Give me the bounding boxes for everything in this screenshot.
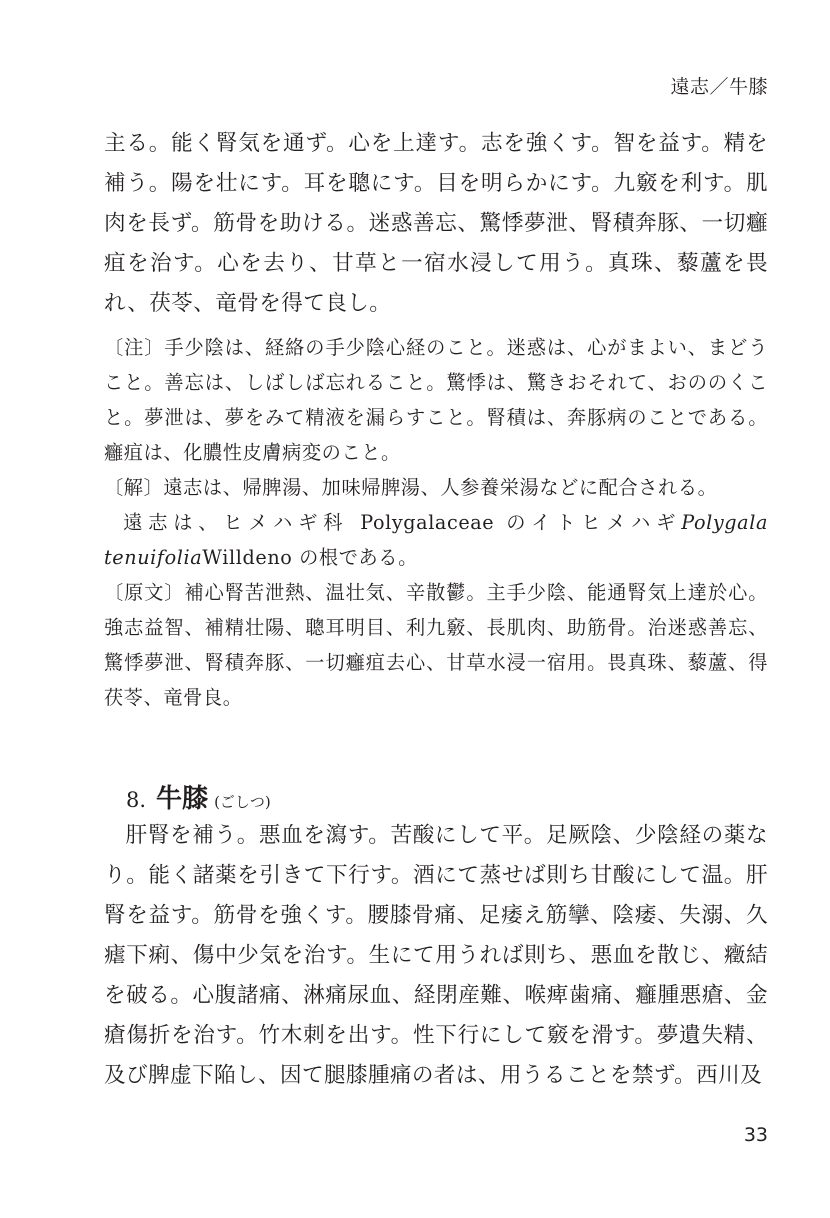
section-text-block (104, 816, 768, 1096)
notes-block (104, 330, 768, 715)
explanation-paragraph: 〔解〕遠志は、帰脾湯、加味帰脾湯、人参養栄湯などに配合される。 (104, 476, 718, 499)
original-text-paragraph: 〔原文〕補心腎苦泄熱、温壮気、辛散鬱。主手少陰、能通腎気上達於心。強志益智、補精壮陽、聰耳明目、利九竅、長肌肉、助筋骨。治迷惑善忘、驚悸夢泄、腎積奔豚、一切癰疽去心、甘草水浸一宿用。畏真珠、藜蘆、得茯苓、竜骨良。 (104, 581, 768, 709)
section-paragraph: 肝腎を補う。悪血を瀉す。苦酸にして平。足厥陰、少陰経の薬なり。能く諸薬を引きて下行す。酒にて蒸せば則ち甘酸にして温。肝腎を益す。筋骨を強くす。腰膝骨痛、足痿え筋攣、陰痿、失溺、久瘧下痢、傷中少気を治す。生にて用うれば則ち、悪血を散じ、癥結を破る。心腹諸痛、淋痛尿血、経閉産難、喉痺歯痛、癰腫悪瘡、金瘡傷折を治す。竹木刺を出す。性下行にして竅を滑す。夢遺失精、及び脾虚下陥し、因て腿膝腫痛の者は、用うることを禁ず。西川及 (104, 823, 768, 1088)
explanation-botany-post: Willdeno の根である。 (202, 546, 418, 569)
page-number: 33 (743, 1124, 768, 1146)
explanation-botany-paragraph (104, 505, 768, 575)
body-text-block (104, 124, 768, 324)
species-name: Polygala tenuifolia (104, 511, 768, 569)
explanation-botany-pre: 遠志は、ヒメハギ科 Polygalaceae のイトヒメハギ (123, 511, 682, 534)
section-heading (126, 778, 271, 815)
note-paragraph: 〔注〕手少陰は、経絡の手少陰心経のこと。迷惑は、心がまよい、まどうこと。善忘は、しばしば忘れること。驚悸は、驚きおそれて、おののくこと。夢泄は、夢をみて精液を漏らすこと。腎積は、奔豚病のことである。癰疽は、化膿性皮膚病変のこと。 (104, 336, 768, 464)
section-title: 牛膝 (156, 784, 209, 814)
body-paragraph: 主る。能く腎気を通ず。心を上達す。志を強くす。智を益す。精を補う。陽を壮にす。耳を聰にす。目を明らかにす。九竅を利す。肌肉を長ず。筋骨を助ける。迷惑善忘、驚悸夢泄、腎積奔豚、一切癰疽を治す。心を去り、甘草と一宿水浸して用う。真珠、藜蘆を畏れ、茯苓、竜骨を得て良し。 (104, 131, 768, 316)
section-number: 8. (126, 788, 147, 812)
running-head: 遠志／牛膝 (670, 76, 768, 98)
section-reading: (ごしつ) (214, 793, 271, 811)
